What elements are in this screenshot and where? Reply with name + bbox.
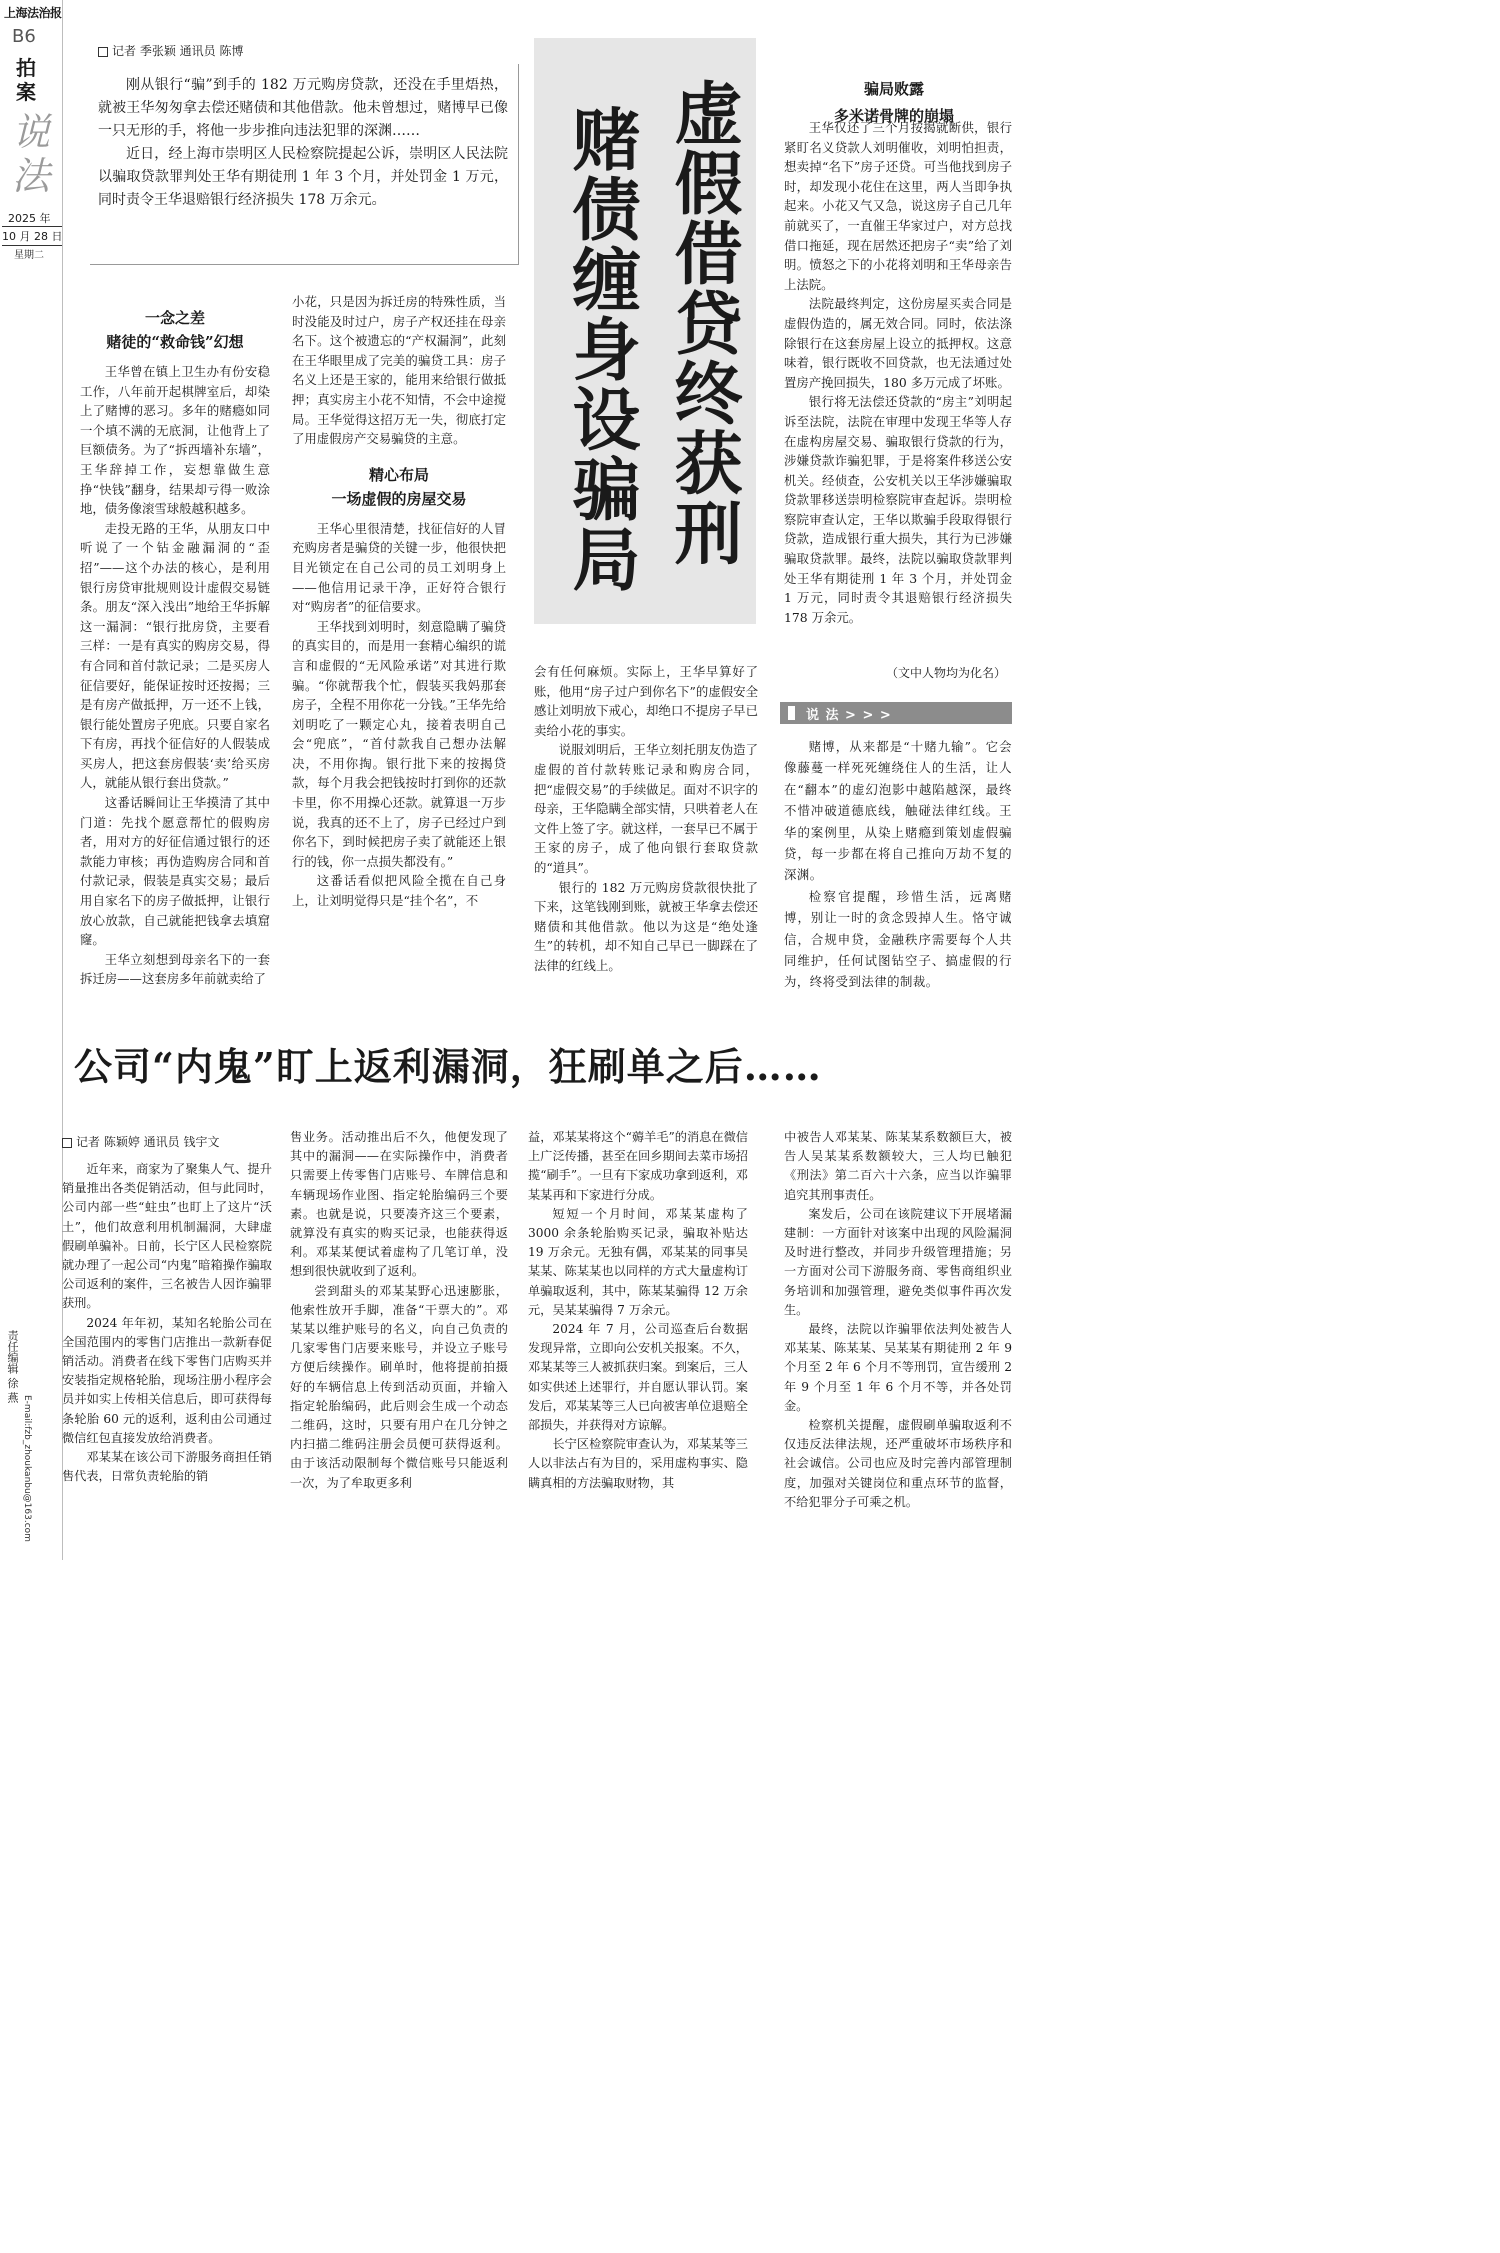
paragraph: 短短一个月时间，邓某某虚构了 3000 余条轮胎购买记录，骗取补贴达 19 万余元。无独有偶，邓某某的同事吴某某、陈某某也以同样的方式大量虚构订单骗取返利，其中，陈某某骗得 12 万余元，吴某某骗得 7 万余元。 [528,1206,748,1317]
article1-column-a [80,300,270,990]
article2-column-3 [528,1128,748,1550]
page-number: B6 [12,26,36,47]
paragraph-continued: 益，邓某某将这个“薅羊毛”的消息在微信上广泛传播，甚至在回乡期间去菜市场招揽“刷手”。一旦有下家成功拿到返利，邓某某再和下家进行分成。 [528,1130,748,1202]
newspaper-page [0,0,1040,1560]
paragraph: 走投无路的王华，从朋友口中听说了一个钻金融漏洞的“歪招”——这个办法的核心，是利用银行房贷审批规则设计虚假交易链条。朋友“深入浅出”地给王华拆解这一漏洞：“银行批房贷，主要看三样：一是有真实的购房交易，得有合同和首付款记录；二是买房人征信要好，能保证按时还按揭；三是有房产做抵押，万一还不上钱，银行能处置房子兜底。只要自家名下有房，再找个征信好的人假装成买房人，把这套房假装‘卖’给买房人，就能从银行套出贷款。” [80,520,270,791]
paragraph: 银行将无法偿还贷款的“房主”刘明起诉至法院，法院在审理中发现王华等人存在虚构房屋交易、骗取银行贷款的行为，涉嫌贷款诈骗犯罪，于是将案件移送公安机关。经侦查，公安机关以王华涉嫌骗取贷款罪移送崇明检察院审查起诉。崇明检察院审查认定，王华以欺骗手段取得银行贷款，造成银行重大损失，其行为已涉嫌骗取贷款罪。最终，法院以骗取贷款罪判处王华有期徒刑 1 年 3 个月，并处罚金 1 万元，同时责令其退赔银行经济损失 178 万余元。 [784,394,1012,625]
lead-paragraph: 刚从银行“骗”到手的 182 万元购房贷款，还没在手里焐热，就被王华匆匆拿去偿还赌债和其他借款。他未曾想过，赌博早已像一只无形的手，将他一步步推向违法犯罪的深渊…… [98,77,508,139]
paragraph: 2024 年年初，某知名轮胎公司在全国范围内的零售门店推出一款新春促销活动。消费者在线下零售门店购买并安装指定规格轮胎，现场注册小程序会员并如实上传相关信息后，即可获得每条轮胎 60 元的返利，返利由公司通过微信红包直接发放给消费者。 [62,1315,272,1445]
section-name-calligraphy: 说法 [12,110,51,198]
masthead-brand: 上海法治报 [4,6,62,20]
article2-column-1 [62,1160,272,1550]
commentary-paragraph: 赌博，从来都是“十赌九输”。它会像藤蔓一样死死缠绕住人的生活，让人在“翻本”的虚幻泡影中越陷越深，最终不惜冲破道德底线，触碰法律红线。王华的案例里，从染上赌瘾到策划虚假骗贷，每一步都在将自己推向万劫不复的深渊。 [784,739,1012,883]
paragraph: 王华立刻想到母亲名下的一套拆迁房——这套房多年前就卖给了 [80,951,270,987]
paragraph: 这番话瞬间让王华摸清了其中门道：先找个愿意帮忙的假购房者，用对方的好征信通过银行的还款能力审核；再伪造购房合同和首付款记录，假装是真实交易；最后用自家名下的房子做抵押，让银行放心放款，自己就能把钱拿去填窟窿。 [80,795,270,948]
commentary-paragraph: 检察官提醒，珍惜生活，远离赌博，别让一时的贪念毁掉人生。恪守诚信，合规申贷，金融秩序需要每个人共同维护，任何试图钻空子、搞虚假的行为，终将受到法律的制裁。 [784,888,1012,990]
byline-square-icon [98,47,108,57]
paragraph: 王华曾在镇上卫生办有份安稳工作，八年前开起棋牌室后，却染上了赌博的恶习。多年的赌瘾如同一个填不满的无底洞，让他背上了巨额债务。为了“拆西墙补东墙”，王华辞掉工作，妄想靠做生意挣“快钱”翻身，结果却亏得一败涂地，债务像滚雪球般越积越多。 [80,364,270,517]
issue-weekday: 星期二 [14,250,44,261]
responsible-editor: 责任编辑 徐 燕 [6,1330,19,1403]
headline-line-1: 虚假借贷终获刑 [663,78,743,568]
page-rail [0,0,63,1560]
paragraph-continued: 售业务。活动推出后不久，他便发现了其中的漏洞——在实际操作中，消费者只需要上传零售门店账号、车牌信息和车辆现场作业图、指定轮胎编码三个要素。也就是说，只要凑齐这三个要素，就算没有真实的购买记录，也能获得返利。邓某某便试着虚构了几笔订单，没想到很快就收到了返利。 [290,1130,508,1279]
subheading-3: 骗局败露 多米诺骨牌的崩塌 [833,80,954,125]
headline-line-2: 赌债缠身设骗局 [561,104,641,594]
paragraph: 2024 年 7 月，公司巡查后台数据发现异常，立即向公安机关报案。不久，邓某某等三人被抓获归案。到案后，三人如实供述上述罪行，并自愿认罪认罚。案发后，邓某某等三人已向被害单位退赔全部损失，并获得对方谅解。 [528,1322,748,1433]
paragraph: 银行的 182 万元购房贷款很快批了下来，这笔钱刚到账，就被王华拿去偿还赌债和其他借款。他以为这是“绝处逢生”的转机，却不知自己早已一脚踩在了法律的红线上。 [534,879,758,973]
article2-headline: 公司“内鬼”盯上返利漏洞，狂刷单之后…… [74,1044,822,1089]
paragraph: 最终，法院以诈骗罪依法判处被告人邓某某、陈某某、吴某某有期徒刑 2 年 9 个月至 2 年 6 个月不等刑罚，宣告缓刑 2 年 9 个月至 1 年 6 个月不等，并各处罚金。 [784,1322,1012,1413]
subheading-1: 一念之差 赌徒的“救命钱”幻想 [106,309,244,351]
paragraph: 长宁区检察院审查认为，邓某某等三人以非法占有为目的，采用虚构事实、隐瞒真相的方法骗取财物，其 [528,1437,748,1490]
article2-byline: 记者 陈颖婷 通讯员 钱宇文 [62,1133,219,1150]
paragraph: 尝到甜头的邓某某野心迅速膨胀，他索性放开手脚，准备“干票大的”。邓某某以维护账号的名义，向自己负责的几家零售门店要来账号，并设立子账号方便后续操作。刷单时，他将提前拍摄好的车辆信息上传到活动页面，并输入指定轮胎编码，此后则会生成一个动态二维码，这时，只要有用户在几分钟之内扫描二维码注册会员便可获得返利。由于该活动限制每个微信账号只能返利一次，为了牟取更多利 [290,1283,508,1490]
paragraph: 检察机关提醒，虚假刷单骗取返利不仅违反法律法规，还严重破坏市场秩序和社会诚信。公司也应及时完善内部管理制度，加强对关键岗位和重点环节的监督，不给犯罪分子可乘之机。 [784,1418,1012,1509]
article1-lead [98,74,508,212]
commentary-body [784,736,1012,993]
subheading-2: 精心布局 一场虚假的房屋交易 [331,465,467,508]
editor-email: E-mail:fzb_zhoukanbu@163.com [22,1395,32,1542]
paragraph: 近年来，商家为了聚集人气、提升销量推出各类促销活动，但与此同时，公司内部一些“蛀虫”也盯上了这片“沃土”，他们故意利用机制漏洞，大肆虚假刷单骗补。日前，长宁区人民检察院就办理了一起公司“内鬼”暗箱操作骗取公司返利的案件，三名被告人因诈骗罪获刑。 [62,1162,272,1311]
paragraph: 王华心里很清楚，找征信好的人冒充购房者是骗贷的关键一步，他很快把目光锁定在自己公司的员工刘明身上——他信用记录干净，正好符合银行对“购房者”的征信要求。 [292,520,506,615]
paragraph-continued: 中被告人邓某某、陈某某系数额巨大，被告人吴某某系数额较大，三人均已触犯《刑法》第二百六十六条，应当以诈骗罪追究其刑事责任。 [784,1130,1012,1202]
paragraph: 这番话看似把风险全揽在自己身上，让刘明觉得只是“挂个名”，不 [292,873,506,909]
paragraph: 案发后，公司在该院建议下开展堵漏建制：一方面针对该案中出现的风险漏洞及时进行整改，并同步升级管理措施；另一方面对公司下游服务商、零售商组织业务培训和加强管理，避免类似事件再次发生。 [784,1206,1012,1317]
article1-headline-block [534,38,756,624]
commentary-label-bar [780,702,1012,724]
article1-column-b [292,292,506,992]
article2-column-4 [784,1128,1012,1550]
article1-column-d [784,118,1012,658]
issue-date: 10 月 28 日 [2,226,62,246]
article2-column-2 [290,1128,508,1550]
paragraph: 王华仅还了三个月按揭就断供，银行紧盯名义贷款人刘明催收，刘明怕担责，想卖掉“名下”房子还贷。可当他找到房子时，却发现小花住在这里，两人当即争执起来。小花又气又急，说这房子自己几年前就买了，一直催王华家过户，对方总找借口拖延，现在居然还把房子“卖”给了刘明。愤怒之下的小花将刘明和王华母亲告上法院。 [784,120,1012,292]
label-mark-icon [788,706,795,720]
names-note: （文中人物均为化名） [886,666,1007,680]
paragraph: 法院最终判定，这份房屋买卖合同是虚假伪造的，属无效合同。同时，依法涤除银行在这套房屋上设立的抵押权。这意味着，银行既收不回贷款，也无法通过处置房产挽回损失，180 多万元成了坏账。 [784,296,1012,390]
paragraph: 王华找到刘明时，刻意隐瞒了骗贷的真实目的，而是用一套精心编织的谎言和虚假的“无风险承诺”对其进行欺骗。“你就帮我个忙，假装买我妈那套房子，全程不用你花一分钱。”王华先给刘明吃了一颗定心丸，接着表明自己会“兜底”，“首付款我自己想办法解决，不用你掏。银行批下来的按揭贷款，每个月我会把钱按时打到你的还款卡里，你不用操心还款。就算退一万步说，我真的还不上了，房子已经过户到你名下，到时候把房子卖了就能还上银行的钱，你一点损失都没有。” [292,618,506,869]
paragraph-continued: 会有任何麻烦。实际上，王华早算好了账，他用“房子过户到你名下”的虚假安全感让刘明放下戒心，却绝口不提房子早已卖给小花的事实。 [534,664,758,738]
article1-column-c [534,662,758,992]
paragraph-continued: 小花，只是因为拆迁房的特殊性质，当时没能及时过户，房子产权还挂在母亲名下。这个被遗忘的“产权漏洞”，此刻在王华眼里成了完美的骗贷工具：房子名义上还是王家的，能用来给银行做抵押；真实房主小花不知情，不会中途搅局。王华觉得这招万无一失，彻底打定了用虚假房产交易骗贷的主意。 [292,294,506,447]
article1-byline: 记者 季张颖 通讯员 陈博 [98,42,243,59]
section-name: 拍案 [16,56,36,104]
byline-square-icon [62,1138,72,1148]
issue-year: 2025 年 [8,212,51,225]
lead-paragraph: 近日，经上海市崇明区人民检察院提起公诉，崇明区人民法院以骗取贷款罪判处王华有期徒刑 1 年 3 个月，并处罚金 1 万元，同时责令王华退赔银行经济损失 178 万余元。 [98,146,508,208]
paragraph: 说服刘明后，王华立刻托朋友伪造了虚假的首付款转账记录和购房合同，把“虚假交易”的手续做足。面对不识字的母亲，王华隐瞒全部实情，只哄着老人在文件上签了字。就这样，一套早已不属于王家的房子，成了他向银行套取贷款的“道具”。 [534,742,758,875]
paragraph: 邓某某在该公司下游服务商担任销售代表，日常负责轮胎的销 [62,1450,272,1484]
commentary-label: 说 法 > > > [806,708,892,723]
